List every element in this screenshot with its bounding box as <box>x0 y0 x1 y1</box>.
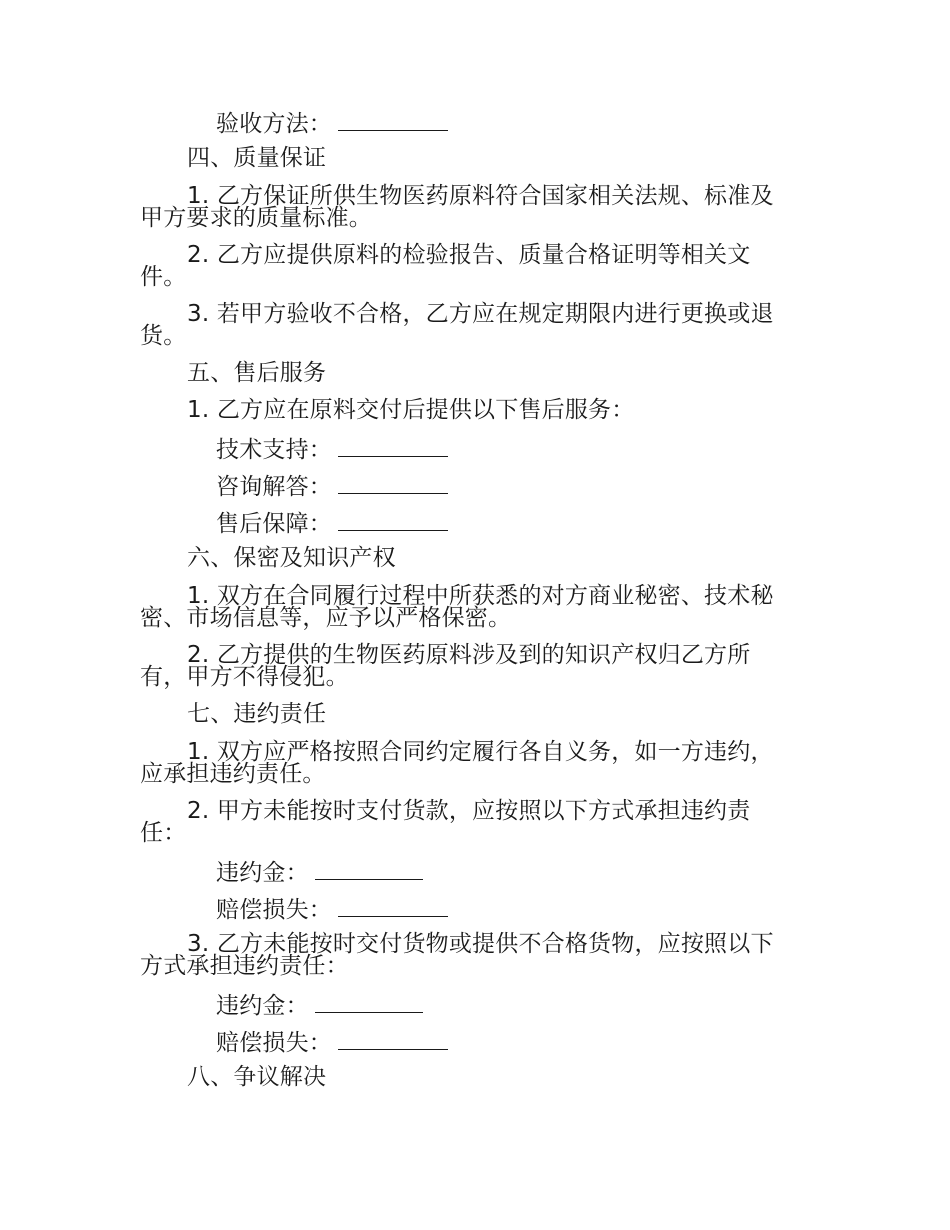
penalty-line <box>216 857 423 886</box>
compensation2-blank[interactable] <box>338 1027 448 1050</box>
compensation2-line <box>216 1027 448 1056</box>
acceptance-method-line <box>216 108 448 137</box>
section-confidentiality-heading: 六、保密及知识产权 <box>187 545 396 571</box>
after-sales-item1: 1. 乙方应在原料交付后提供以下售后服务： <box>187 397 635 423</box>
liability-item3-line1: 3. 乙方未能按时交付货物或提供不合格货物，应按照以下 <box>187 931 774 957</box>
confidentiality-item2-line1: 2. 乙方提供的生物医药原料涉及到的知识产权归乙方所 <box>187 642 751 668</box>
compensation-blank[interactable] <box>338 894 448 917</box>
guarantee-label: 售后保障： <box>216 511 332 537</box>
consulting-blank[interactable] <box>338 471 448 494</box>
section-quality-heading: 四、质量保证 <box>187 145 327 171</box>
acceptance-method-label: 验收方法： <box>216 111 332 137</box>
quality-item2-line2: 件。 <box>140 264 187 290</box>
penalty2-label: 违约金： <box>216 993 309 1019</box>
tech-support-label: 技术支持： <box>216 437 332 463</box>
confidentiality-item1-line2: 密、市场信息等，应予以严格保密。 <box>140 605 512 631</box>
liability-item1-line1: 1. 双方应严格按照合同约定履行各自义务，如一方违约， <box>187 739 774 765</box>
liability-item1-line2: 应承担违约责任。 <box>140 761 326 787</box>
consulting-label: 咨询解答： <box>216 474 332 500</box>
guarantee-blank[interactable] <box>338 508 448 531</box>
penalty-blank[interactable] <box>315 857 423 880</box>
quality-item3-line2: 货。 <box>140 323 187 349</box>
penalty-label: 违约金： <box>216 860 309 886</box>
compensation-line <box>216 894 448 923</box>
penalty2-line <box>216 990 423 1019</box>
quality-item3-line1: 3. 若甲方验收不合格，乙方应在规定期限内进行更换或退 <box>187 301 774 327</box>
acceptance-method-blank[interactable] <box>338 108 448 131</box>
quality-item2-line1: 2. 乙方应提供原料的检验报告、质量合格证明等相关文 <box>187 242 751 268</box>
compensation2-label: 赔偿损失： <box>216 1030 332 1056</box>
confidentiality-item2-line2: 有，甲方不得侵犯。 <box>140 664 349 690</box>
compensation-label: 赔偿损失： <box>216 897 332 923</box>
guarantee-line <box>216 508 448 537</box>
tech-support-line <box>216 434 448 463</box>
section-liability-heading: 七、违约责任 <box>187 701 327 727</box>
liability-item2-line2: 任： <box>140 820 187 846</box>
tech-support-blank[interactable] <box>338 434 448 457</box>
section-dispute-heading: 八、争议解决 <box>187 1064 327 1090</box>
section-after-sales-heading: 五、售后服务 <box>187 360 327 386</box>
penalty2-blank[interactable] <box>315 990 423 1013</box>
liability-item2-line1: 2. 甲方未能按时支付货款，应按照以下方式承担违约责 <box>187 798 751 824</box>
confidentiality-item1-line1: 1. 双方在合同履行过程中所获悉的对方商业秘密、技术秘 <box>187 583 774 609</box>
quality-item1-line2: 甲方要求的质量标准。 <box>140 205 372 231</box>
liability-item3-line2: 方式承担违约责任： <box>140 953 349 979</box>
consulting-line <box>216 471 448 500</box>
quality-item1-line1: 1. 乙方保证所供生物医药原料符合国家相关法规、标准及 <box>187 183 774 209</box>
